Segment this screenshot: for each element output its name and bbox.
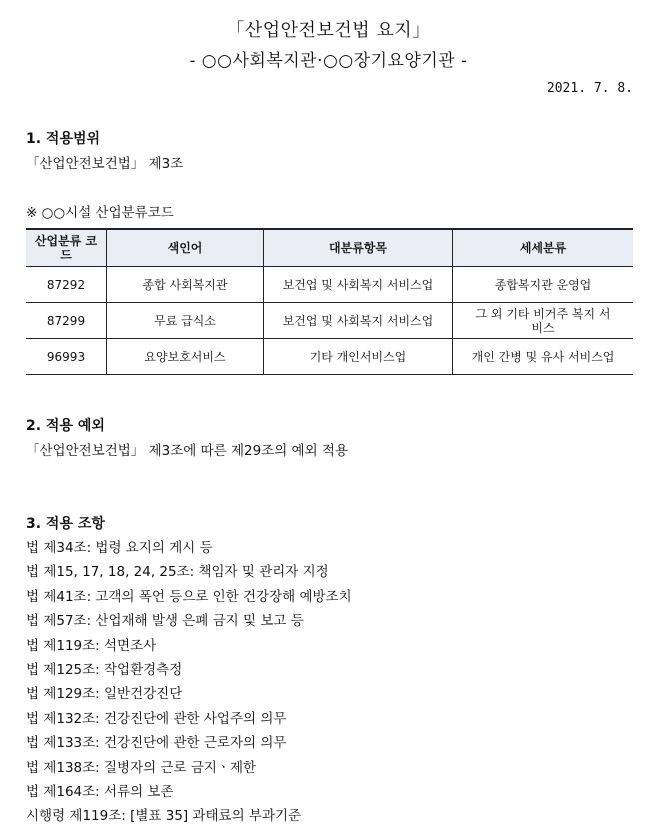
section2-heading: 2. 적용 예외	[26, 418, 105, 434]
table-header-row	[26, 229, 633, 267]
document-title: 「산업안전보건법 요지」	[226, 20, 431, 41]
table-header-index: 색인어	[107, 229, 264, 267]
industry-code-table	[26, 228, 633, 375]
table-header-major: 대분류항목	[264, 229, 453, 267]
list-item: 법 제15, 17, 18, 24, 25조: 책임자 및 관리자 지정	[26, 564, 329, 581]
section1-note: ※ ○○시설 산업분류코드	[26, 205, 174, 221]
section2-text: 「산업안전보건법」 제3조에 따른 제29조의 예외 적용	[26, 443, 349, 459]
table-cell: 요양보호서비스	[107, 339, 264, 375]
table-cell: 무료 급식소	[107, 303, 264, 339]
list-item: 법 제125조: 작업환경측정	[26, 661, 183, 678]
table-row	[26, 339, 633, 375]
table-row	[26, 267, 633, 303]
table-cell: 개인 간병 및 유사 서비스업	[453, 339, 634, 375]
table-header-code: 산업분류 코드	[26, 229, 107, 267]
table-cell: 종합 사회복지관	[107, 267, 264, 303]
table-cell: 보건업 및 사회복지 서비스업	[264, 267, 453, 303]
table-cell: 96993	[26, 339, 107, 375]
table-cell: 그 외 기타 비거주 복지 서비스	[453, 303, 634, 339]
table-header-detail: 세세분류	[453, 229, 634, 267]
list-item: 법 제138조: 질병자의 근로 금지ㆍ제한	[26, 759, 257, 776]
list-item: 법 제57조: 산업재해 발생 은폐 금지 및 보고 등	[26, 613, 304, 630]
list-item: 법 제164조: 서류의 보존	[26, 783, 174, 800]
list-item: 법 제132조: 건강진단에 관한 사업주의 의무	[26, 710, 287, 727]
list-item: 법 제129조: 일반건강진단	[26, 686, 183, 703]
list-item: 법 제41조: 고객의 폭언 등으로 인한 건강장해 예방조치	[26, 588, 352, 605]
table-cell: 보건업 및 사회복지 서비스업	[264, 303, 453, 339]
document-subtitle: - ○○사회복지관·○○장기요양기관 -	[189, 51, 468, 71]
list-item: 법 제119조: 석면조사	[26, 637, 157, 654]
section3-heading: 3. 적용 조항	[26, 516, 105, 532]
table-cell: 기타 개인서비스업	[264, 339, 453, 375]
document-date: 2021. 7. 8.	[546, 81, 633, 96]
list-item: 법 제133조: 건강진단에 관한 근로자의 의무	[26, 735, 287, 752]
clause-list	[26, 536, 352, 829]
list-item: 법 제34조: 법령 요지의 게시 등	[26, 540, 213, 556]
section1-heading: 1. 적용범위	[26, 131, 101, 147]
table-cell: 종합복지관 운영업	[453, 267, 634, 303]
table-cell: 87292	[26, 267, 107, 303]
list-item: 시행령 제119조: [별표 35] 과태료의 부과기준	[26, 808, 302, 825]
section1-law-ref: 「산업안전보건법」 제3조	[26, 156, 184, 172]
table-row	[26, 303, 633, 339]
table-cell: 87299	[26, 303, 107, 339]
